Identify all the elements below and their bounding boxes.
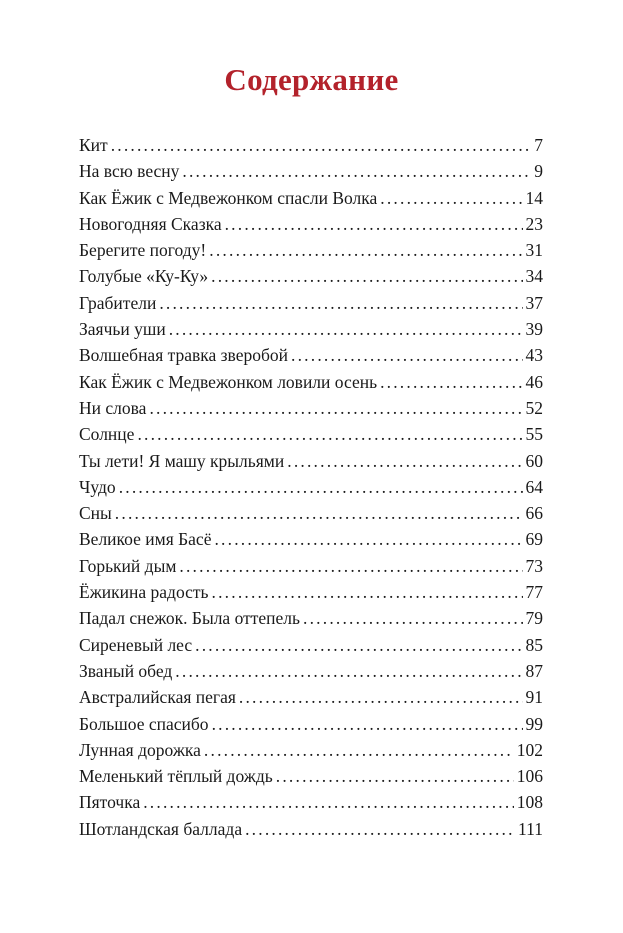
toc-page-number: 37 (525, 292, 543, 313)
toc-entry-title: Пяточка (79, 792, 141, 813)
toc-entry (79, 395, 543, 421)
toc-entry (79, 421, 543, 447)
toc-page-number: 108 (516, 792, 543, 813)
toc-page-number: 46 (525, 371, 543, 392)
dot-leader (303, 605, 522, 631)
dot-leader (182, 158, 531, 184)
toc-entry-title: Ёжикина радость (79, 582, 209, 603)
toc-entry-title: Заячьи уши (79, 319, 166, 340)
toc-entry-title: Меленький тёплый дождь (79, 766, 273, 787)
toc-entry-title: Берегите погоду! (79, 240, 207, 261)
toc-page-number: 55 (525, 424, 543, 445)
toc-entry (79, 605, 543, 631)
dot-leader (209, 237, 522, 263)
toc-page-number: 91 (525, 687, 543, 708)
toc-entry (79, 316, 543, 342)
dot-leader (380, 369, 522, 395)
toc-entry (79, 158, 543, 184)
dot-leader (211, 263, 522, 289)
toc-entry-title: Большое спасибо (79, 713, 209, 734)
toc-entry-title: Шотландская баллада (79, 818, 243, 839)
dot-leader (115, 500, 523, 526)
toc-entry (79, 263, 543, 289)
dot-leader (137, 421, 522, 447)
toc-page-number: 111 (518, 818, 543, 839)
toc-entry (79, 632, 543, 658)
toc-entry (79, 684, 543, 710)
toc-page-number: 31 (525, 240, 543, 261)
toc-page-number: 60 (525, 450, 543, 471)
dot-leader (276, 763, 514, 789)
dot-leader (143, 789, 514, 815)
toc-entry-title: Чудо (79, 476, 116, 497)
table-of-contents (79, 132, 543, 842)
toc-entry-title: Лунная дорожка (79, 739, 201, 760)
toc-page-number: 106 (516, 766, 543, 787)
dot-leader (287, 448, 522, 474)
toc-page-number: 73 (525, 555, 543, 576)
dot-leader (175, 658, 522, 684)
toc-entry (79, 185, 543, 211)
toc-entry (79, 816, 543, 842)
toc-entry-title: Сиреневый лес (79, 634, 193, 655)
toc-entry-title: Как Ёжик с Медвежонком спасли Волка (79, 187, 378, 208)
toc-entry-title: На всю весну (79, 161, 180, 182)
toc-page-number: 64 (525, 476, 543, 497)
dot-leader (169, 316, 523, 342)
toc-page-number: 79 (525, 608, 543, 629)
toc-entry-title: Голубые «Ку-Ку» (79, 266, 209, 287)
dot-leader (212, 711, 523, 737)
toc-entry (79, 211, 543, 237)
toc-page-number: 7 (534, 135, 543, 155)
toc-entry-title: Как Ёжик с Медвежонком ловили осень (79, 371, 378, 392)
toc-entry-title: Ни слова (79, 397, 147, 418)
toc-page-number: 69 (525, 529, 543, 550)
toc-page-number: 52 (525, 397, 543, 418)
dot-leader (214, 526, 522, 552)
toc-entry-title: Новогодняя Сказка (79, 213, 222, 234)
toc-entry-title: Волшебная травка зверобой (79, 345, 289, 366)
toc-entry-title: Солнце (79, 424, 135, 445)
toc-entry (79, 448, 543, 474)
toc-page-number: 66 (525, 503, 543, 524)
dot-leader (212, 579, 523, 605)
dot-leader (149, 395, 522, 421)
dot-leader (111, 132, 532, 158)
toc-entry (79, 342, 543, 368)
toc-entry (79, 526, 543, 552)
toc-entry (79, 579, 543, 605)
toc-entry (79, 132, 543, 158)
toc-page-number: 85 (525, 634, 543, 655)
toc-entry-title: Сны (79, 503, 112, 524)
dot-leader (204, 737, 514, 763)
dot-leader (239, 684, 523, 710)
toc-page-number: 9 (534, 161, 543, 182)
toc-entry-title: Званый обед (79, 660, 173, 681)
toc-page-number: 14 (525, 187, 543, 208)
toc-entry (79, 369, 543, 395)
toc-entry (79, 500, 543, 526)
toc-page-number: 34 (525, 266, 543, 287)
toc-entry-title: Кит (79, 135, 108, 155)
dot-leader (291, 342, 522, 368)
toc-entry (79, 737, 543, 763)
dot-leader (119, 474, 523, 500)
toc-entry (79, 789, 543, 815)
toc-entry-title: Грабители (79, 292, 157, 313)
toc-page-number: 99 (525, 713, 543, 734)
toc-entry-title: Падал снежок. Была оттепель (79, 608, 301, 629)
toc-entry-title: Горький дым (79, 555, 177, 576)
toc-page-number: 39 (525, 319, 543, 340)
toc-page-number: 102 (516, 739, 543, 760)
toc-entry (79, 474, 543, 500)
dot-leader (195, 632, 522, 658)
dot-leader (179, 553, 522, 579)
toc-page-number: 77 (525, 582, 543, 603)
dot-leader (159, 290, 522, 316)
page-title: Содержание (224, 62, 399, 97)
toc-page-number: 87 (525, 660, 543, 681)
dot-leader (225, 211, 523, 237)
dot-leader (245, 816, 515, 842)
toc-entry (79, 763, 543, 789)
toc-entry-title: Австралийская пегая (79, 687, 236, 708)
toc-page-number: 23 (525, 213, 543, 234)
toc-entry-title: Ты лети! Я машу крыльями (79, 450, 285, 471)
toc-entry-title: Великое имя Басё (79, 529, 212, 550)
toc-entry (79, 237, 543, 263)
toc-entry (79, 290, 543, 316)
toc-page-number: 43 (525, 345, 543, 366)
dot-leader (380, 185, 522, 211)
toc-entry (79, 658, 543, 684)
toc-entry (79, 553, 543, 579)
toc-entry (79, 711, 543, 737)
